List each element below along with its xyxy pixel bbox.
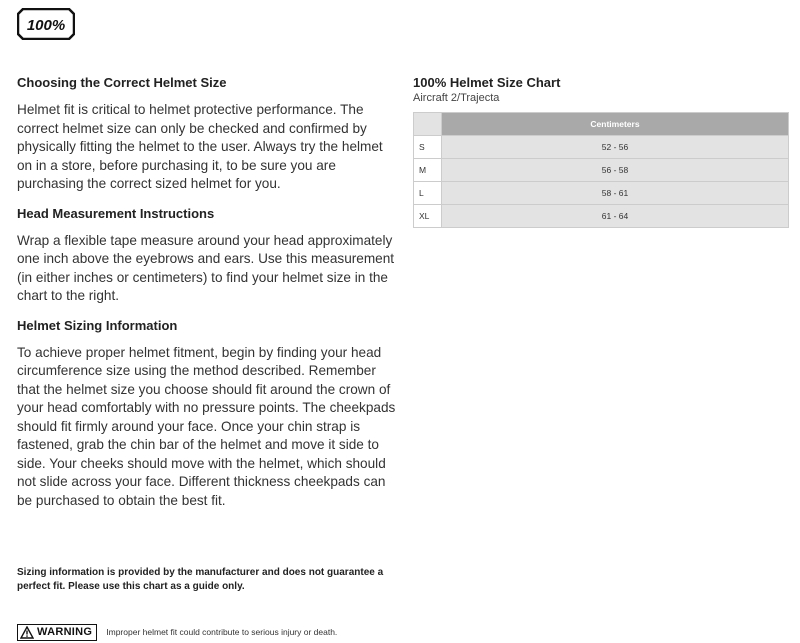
table-header-row — [414, 113, 789, 136]
warning-notice — [17, 623, 337, 641]
unit-header: Centimeters — [442, 113, 789, 136]
table-row — [414, 182, 789, 205]
section-heading: Helmet Sizing Information — [17, 317, 178, 333]
size-table — [413, 112, 789, 228]
table-row — [414, 136, 789, 159]
table-row — [414, 159, 789, 182]
size-range: 56 - 58 — [442, 159, 789, 182]
warning-label: WARNING — [37, 626, 93, 638]
table-corner-cell — [414, 113, 442, 136]
warning-badge — [17, 624, 97, 641]
sizing-guide — [17, 75, 397, 522]
size-range: 61 - 64 — [442, 205, 789, 228]
section-heading: Choosing the Correct Helmet Size — [17, 75, 227, 90]
brand-logo — [17, 8, 75, 40]
size-label: S — [414, 136, 442, 159]
chart-title: 100% Helmet Size Chart — [413, 75, 561, 90]
size-label: L — [414, 182, 442, 205]
section-sizing-information — [17, 318, 397, 511]
size-range: 58 - 61 — [442, 182, 789, 205]
section-body: To achieve proper helmet fitment, begin by finding your head circumference size using the method described. Remember that the helmet size you choose should fit around the crown of your head comfortably with no pressure points. The cheekpads should fit firmly around your face. Once your chin strap is fastened, grab the chin bar of the helmet and move it side to side. Your cheeks should move with the helmet, which should not slide across your face. Different thickness cheekpads can be purchased to obtain the best fit. — [17, 344, 396, 508]
svg-text:100%: 100% — [26, 17, 66, 34]
table-row — [414, 205, 789, 228]
section-heading: Head Measurement Instructions — [17, 205, 215, 221]
size-chart — [413, 75, 789, 228]
section-body: Helmet fit is critical to helmet protective performance. The correct helmet size can only be checked and confirmed by physically fitting the helmet to the user. Always try the helmet on in a store, before purchasing it, to be sure you are purchasing the correct sized helmet for you. — [17, 102, 383, 191]
warning-text: Improper helmet fit could contribute to serious injury or death. — [106, 627, 338, 637]
section-choosing-size — [17, 75, 397, 194]
warning-triangle-icon — [20, 626, 34, 639]
size-range: 52 - 56 — [442, 136, 789, 159]
size-label: M — [414, 159, 442, 182]
chart-subtitle: Aircraft 2/Trajecta — [413, 92, 500, 104]
size-label: XL — [414, 205, 442, 228]
disclaimer: Sizing information is provided by the manufacturer and does not guarantee a perfect fit. Please use this chart as a guide only. — [17, 567, 384, 592]
section-head-measurement — [17, 206, 397, 306]
section-body: Wrap a flexible tape measure around your head approximately one inch above the eyebrows and ears. Use this measurement (in either inches or centimeters) to find your helmet size in the chart to the right. — [17, 232, 395, 303]
